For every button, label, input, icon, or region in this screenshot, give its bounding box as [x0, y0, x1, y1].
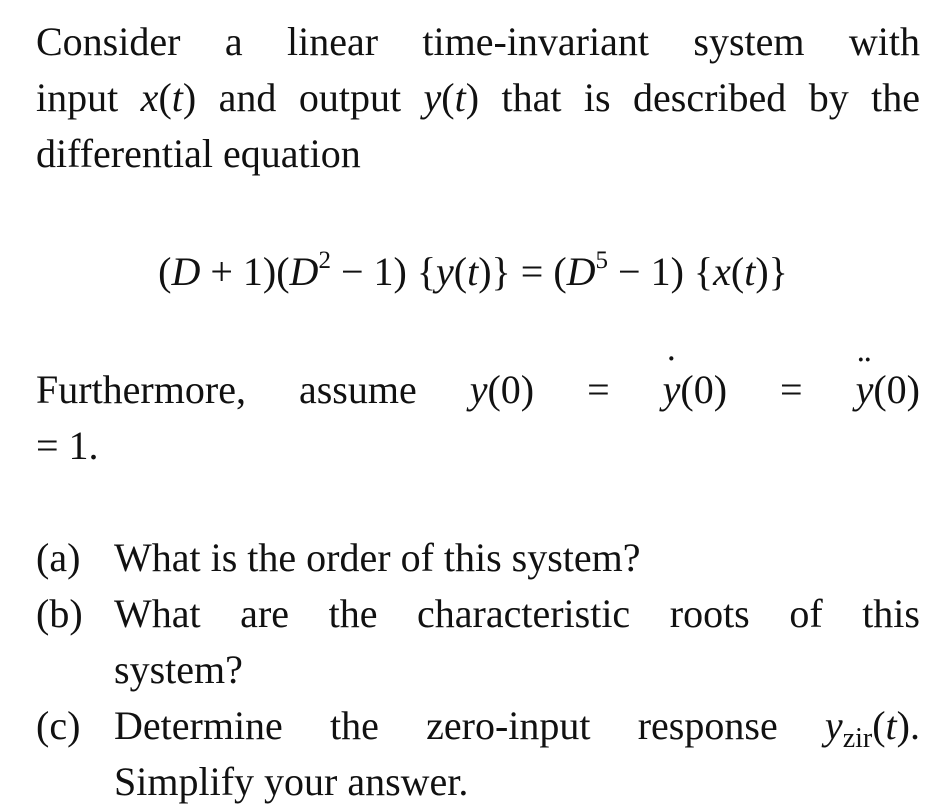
math-D: D [566, 249, 596, 294]
problem-statement [36, 14, 920, 810]
math-y: y [423, 75, 442, 120]
math-x: x [140, 75, 159, 120]
math-t: t [171, 75, 183, 120]
arg: (0) [873, 367, 920, 412]
y-ddot-at-zero [856, 362, 920, 418]
exponent: 5 [595, 247, 609, 274]
arg: (0) [680, 367, 728, 412]
question-list [36, 530, 920, 810]
eq-part: + 1)( [200, 249, 290, 294]
question-line [114, 698, 920, 754]
math-y-ddot: ¨ y [856, 362, 874, 418]
paren: ( [158, 75, 172, 120]
math-y-dot: ˙ y [663, 362, 681, 418]
initial-conditions-line-2: = 1. [36, 423, 99, 468]
intro-line-2 [36, 70, 920, 126]
question-label: (c) [36, 703, 81, 748]
math-y: y [824, 703, 843, 748]
question-line: system? [114, 647, 243, 692]
question-line: What is the order of this system? [114, 535, 641, 580]
question-line: What are the characteristic roots of this [114, 591, 920, 636]
question-line: Simplify your answer. [114, 759, 469, 804]
y-dot-at-zero [663, 362, 727, 418]
subscript-zir: zir [842, 723, 873, 754]
equals-sign: = [587, 367, 610, 412]
math-x: x [713, 249, 731, 294]
question-c [36, 698, 920, 810]
intro-line-3: differential equation [36, 131, 361, 176]
paren: ( [441, 75, 455, 120]
question-b [36, 586, 920, 698]
intro-text: ) and output [182, 75, 424, 120]
eq-part: )} [755, 249, 788, 294]
question-label: (a) [36, 535, 81, 580]
intro-text: ) that is described by the [465, 75, 920, 120]
equals-sign: = [780, 367, 803, 412]
assume-text: Furthermore, [36, 367, 246, 412]
arg: (0) [487, 367, 535, 412]
math-t: t [885, 703, 897, 748]
question-text [114, 586, 920, 698]
math-t: t [454, 75, 466, 120]
question-text [114, 698, 920, 810]
question-a [36, 530, 920, 586]
eq-part: ( [730, 249, 745, 294]
y-at-zero [470, 362, 534, 418]
initial-conditions-line-1 [36, 362, 920, 418]
intro-paragraph [36, 14, 920, 182]
eq-part: − 1) { [330, 249, 437, 294]
paren: ( [872, 703, 886, 748]
eq-part: ( [453, 249, 468, 294]
differential-equation [36, 244, 920, 300]
intro-line-1: Consider a linear time-invariant system with [36, 19, 920, 64]
math-D: D [289, 249, 319, 294]
eq-part: )} = ( [478, 249, 567, 294]
eq-part: ( [158, 249, 172, 294]
intro-text: input [36, 75, 141, 120]
math-t: t [467, 249, 479, 294]
paren: ). [896, 703, 920, 748]
exponent: 2 [318, 247, 331, 274]
question-words: Determine the zero-input response [114, 703, 825, 748]
question-text [114, 530, 920, 586]
math-D: D [171, 249, 201, 294]
math-y: y [469, 367, 488, 412]
math-t: t [744, 249, 756, 294]
math-y: y [436, 249, 454, 294]
initial-conditions [36, 362, 920, 474]
question-label: (b) [36, 591, 83, 636]
assume-text: assume [298, 367, 417, 412]
eq-part: − 1) { [608, 249, 714, 294]
